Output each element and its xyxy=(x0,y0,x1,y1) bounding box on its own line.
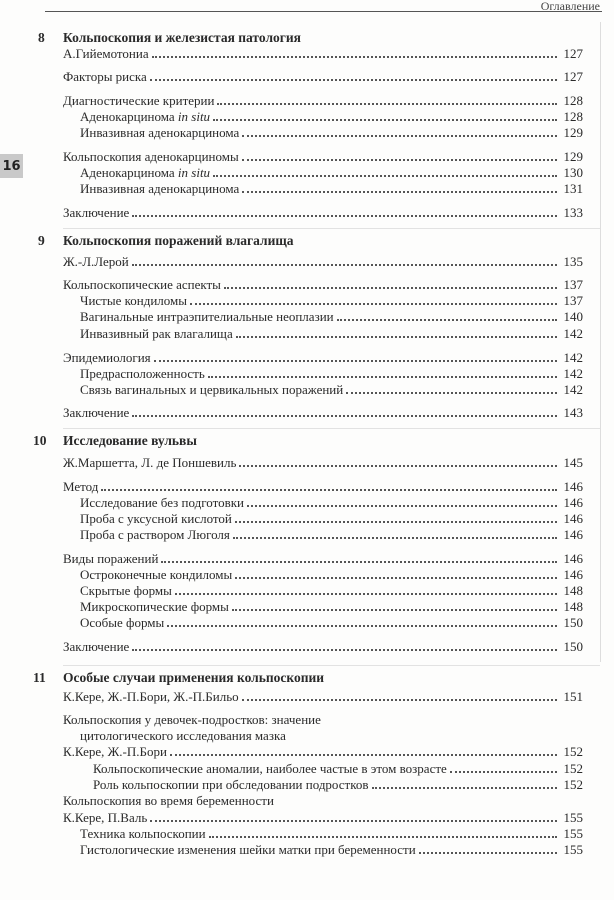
dot-leader xyxy=(217,102,557,105)
toc-entry[interactable] xyxy=(63,810,583,825)
entry-page-number: 150 xyxy=(563,615,583,630)
toc-entry[interactable] xyxy=(80,125,583,140)
toc-entry[interactable] xyxy=(63,93,583,108)
entry-page-number: 145 xyxy=(563,455,583,470)
toc-entry[interactable] xyxy=(63,455,583,470)
dot-leader xyxy=(132,414,557,417)
dot-leader xyxy=(419,851,557,854)
entry-page-number: 146 xyxy=(563,551,583,566)
dot-leader xyxy=(170,753,557,756)
dot-leader xyxy=(235,520,557,523)
chapter-title[interactable]: Кольпоскопия и железистая патология xyxy=(63,30,301,45)
entry-page-number: 142 xyxy=(563,366,583,381)
toc-entry[interactable] xyxy=(63,46,583,61)
running-title: Оглавление xyxy=(540,0,600,13)
entry-title: Заключение xyxy=(63,405,130,420)
entry-title: Эпидемиология xyxy=(63,350,151,365)
dot-leader xyxy=(132,214,557,217)
entry-title: Проба с раствором Люголя xyxy=(80,527,230,542)
latin-term: in situ xyxy=(177,165,211,180)
toc-entry[interactable] xyxy=(63,69,583,84)
entry-title: Факторы риска xyxy=(63,69,147,84)
entry-page-number: 151 xyxy=(563,689,583,704)
dot-leader xyxy=(132,263,557,266)
chapter-separator xyxy=(63,665,600,666)
entry-page-number: 146 xyxy=(563,511,583,526)
dot-leader xyxy=(161,560,557,563)
toc-entry[interactable] xyxy=(80,366,583,381)
entry-title: Кольпоскопия во время беременности xyxy=(63,793,274,808)
dot-leader xyxy=(167,624,557,627)
dot-leader xyxy=(337,318,557,321)
toc-entry[interactable] xyxy=(80,527,583,542)
entry-page-number: 127 xyxy=(563,46,583,61)
toc-entry[interactable] xyxy=(80,842,583,857)
dot-leader xyxy=(101,488,557,491)
dot-leader xyxy=(154,359,557,362)
toc-entry[interactable] xyxy=(80,293,583,308)
entry-page-number: 148 xyxy=(563,599,583,614)
header-rule xyxy=(45,11,602,12)
toc-entry[interactable] xyxy=(93,777,583,792)
entry-page-number: 146 xyxy=(563,527,583,542)
entry-title: Виды поражений xyxy=(63,551,159,566)
dot-leader xyxy=(242,158,557,161)
dot-leader xyxy=(242,134,557,137)
entry-title: Заключение xyxy=(63,205,130,220)
toc-entry[interactable] xyxy=(63,689,583,704)
dot-leader xyxy=(235,576,557,579)
entry-page-number: 155 xyxy=(563,810,583,825)
toc-entry[interactable] xyxy=(63,793,583,808)
entry-page-number: 130 xyxy=(563,165,583,180)
toc-entry[interactable] xyxy=(80,583,583,598)
entry-title: А.Гийемотониа xyxy=(63,46,149,61)
margin-rule xyxy=(600,22,601,662)
entry-title: Исследование без подготовки xyxy=(80,495,245,510)
entry-title: Кольпоскопические аномалии, наиболее частые в этом возрасте xyxy=(93,761,447,776)
entry-page-number: 146 xyxy=(563,495,583,510)
entry-title: Заключение xyxy=(63,639,130,654)
toc-entry[interactable] xyxy=(63,744,583,759)
entry-page-number: 128 xyxy=(563,109,583,124)
entry-page-number: 131 xyxy=(563,181,583,196)
dot-leader xyxy=(242,190,557,193)
entry-title: Кольпоскопия у девочек-подростков: значение xyxy=(63,712,321,727)
page-number-tab: 16 xyxy=(0,154,23,178)
entry-title: Аденокарцинома in situ xyxy=(80,109,211,124)
toc-entry[interactable] xyxy=(80,826,583,841)
dot-leader xyxy=(175,592,557,595)
entry-title: Кольпоскопия аденокарциномы xyxy=(63,149,239,164)
entry-title: Инвазивный рак влагалища xyxy=(80,326,233,341)
chapter-title[interactable]: Кольпоскопия поражений влагалища xyxy=(63,233,294,248)
chapter-number: 9 xyxy=(38,233,45,248)
chapter-number: 11 xyxy=(33,670,46,685)
toc-entry[interactable] xyxy=(63,712,583,727)
entry-page-number: 135 xyxy=(563,254,583,269)
entry-page-number: 137 xyxy=(563,277,583,292)
entry-title: Роль кольпоскопии при обследовании подростков xyxy=(93,777,369,792)
dot-leader xyxy=(213,118,557,121)
entry-title: Особые формы xyxy=(80,615,165,630)
chapter-title[interactable]: Особые случаи применения кольпоскопии xyxy=(63,670,325,685)
entry-page-number: 152 xyxy=(563,744,583,759)
entry-title: Инвазивная аденокарцинома xyxy=(80,181,240,196)
entry-title: Связь вагинальных и цервикальных поражений xyxy=(80,382,344,397)
entry-title: Ж.Маршетта, Л. де Поншевиль xyxy=(63,455,237,470)
entry-title: цитологического исследования мазка xyxy=(80,728,286,743)
entry-title: Инвазивная аденокарцинома xyxy=(80,125,240,140)
entry-page-number: 128 xyxy=(563,93,583,108)
dot-leader xyxy=(150,78,557,81)
toc-entry[interactable] xyxy=(63,479,583,494)
entry-title: Гистологические изменения шейки матки при беременности xyxy=(80,842,416,857)
entry-title: Микроскопические формы xyxy=(80,599,229,614)
entry-page-number: 146 xyxy=(563,479,583,494)
entry-title: Метод xyxy=(63,479,99,494)
dot-leader xyxy=(209,835,557,838)
entry-title: К.Кере, Ж.-П.Бори, Ж.-П.Бильо xyxy=(63,689,239,704)
toc-entry[interactable] xyxy=(63,350,583,365)
toc-entry[interactable] xyxy=(80,181,583,196)
dot-leader xyxy=(224,286,557,289)
toc-entry[interactable] xyxy=(80,495,583,510)
chapter-number: 10 xyxy=(33,433,47,448)
entry-page-number: 127 xyxy=(563,69,583,84)
toc-entry[interactable] xyxy=(63,254,583,269)
dot-leader xyxy=(152,55,557,58)
dot-leader xyxy=(450,770,557,773)
entry-page-number: 155 xyxy=(563,826,583,841)
entry-page-number: 152 xyxy=(563,761,583,776)
entry-page-number: 142 xyxy=(563,350,583,365)
chapter-number: 8 xyxy=(38,30,45,45)
toc-entry[interactable] xyxy=(93,761,583,776)
dot-leader xyxy=(247,504,557,507)
dot-leader xyxy=(232,608,557,611)
entry-title: Ж.-Л.Лерой xyxy=(63,254,129,269)
toc-entry[interactable] xyxy=(80,382,583,397)
entry-title: Проба с уксусной кислотой xyxy=(80,511,232,526)
entry-page-number: 142 xyxy=(563,326,583,341)
toc-entry[interactable] xyxy=(80,728,583,743)
toc-entry[interactable] xyxy=(80,567,583,582)
toc-entry[interactable] xyxy=(63,551,583,566)
toc-entry[interactable] xyxy=(80,326,583,341)
toc-entry[interactable] xyxy=(80,109,583,124)
dot-leader xyxy=(190,302,557,305)
dot-leader xyxy=(132,648,557,651)
entry-title: К.Кере, Ж.-П.Бори xyxy=(63,744,167,759)
entry-title: Чистые кондиломы xyxy=(80,293,187,308)
entry-page-number: 129 xyxy=(563,149,583,164)
entry-page-number: 155 xyxy=(563,842,583,857)
dot-leader xyxy=(236,335,557,338)
entry-page-number: 142 xyxy=(563,382,583,397)
entry-page-number: 150 xyxy=(563,639,583,654)
dot-leader xyxy=(150,819,557,822)
toc-entry[interactable] xyxy=(80,615,583,630)
toc-entry[interactable] xyxy=(63,639,583,654)
chapter-separator xyxy=(63,428,600,429)
toc-entry[interactable] xyxy=(80,309,583,324)
toc-entry[interactable] xyxy=(63,205,583,220)
entry-page-number: 140 xyxy=(563,309,583,324)
entry-page-number: 143 xyxy=(563,405,583,420)
toc-entry[interactable] xyxy=(80,511,583,526)
entry-page-number: 146 xyxy=(563,567,583,582)
entry-page-number: 152 xyxy=(563,777,583,792)
entry-page-number: 129 xyxy=(563,125,583,140)
entry-page-number: 137 xyxy=(563,293,583,308)
entry-title: Скрытые формы xyxy=(80,583,172,598)
entry-page-number: 148 xyxy=(563,583,583,598)
toc-entry[interactable] xyxy=(80,599,583,614)
dot-leader xyxy=(233,536,557,539)
toc-entry[interactable] xyxy=(80,165,583,180)
toc-entry[interactable] xyxy=(63,277,583,292)
entry-title: Диагностические критерии xyxy=(63,93,215,108)
dot-leader xyxy=(213,174,557,177)
entry-title: Остроконечные кондиломы xyxy=(80,567,233,582)
dot-leader xyxy=(346,391,557,394)
chapter-separator xyxy=(63,228,600,229)
dot-leader xyxy=(242,698,557,701)
toc-entry[interactable] xyxy=(63,405,583,420)
chapter-title[interactable]: Исследование вульвы xyxy=(63,433,197,448)
entry-title: Техника кольпоскопии xyxy=(80,826,206,841)
dot-leader xyxy=(239,464,557,467)
toc-entry[interactable] xyxy=(63,149,583,164)
entry-page-number: 133 xyxy=(563,205,583,220)
entry-title: Предрасположенность xyxy=(80,366,205,381)
dot-leader xyxy=(208,375,557,378)
dot-leader xyxy=(372,786,557,789)
entry-title: К.Кере, П.Валь xyxy=(63,810,148,825)
entry-title: Кольпоскопические аспекты xyxy=(63,277,221,292)
latin-term: in situ xyxy=(177,109,211,124)
entry-title: Вагинальные интраэпителиальные неоплазии xyxy=(80,309,334,324)
entry-title: Аденокарцинома in situ xyxy=(80,165,211,180)
